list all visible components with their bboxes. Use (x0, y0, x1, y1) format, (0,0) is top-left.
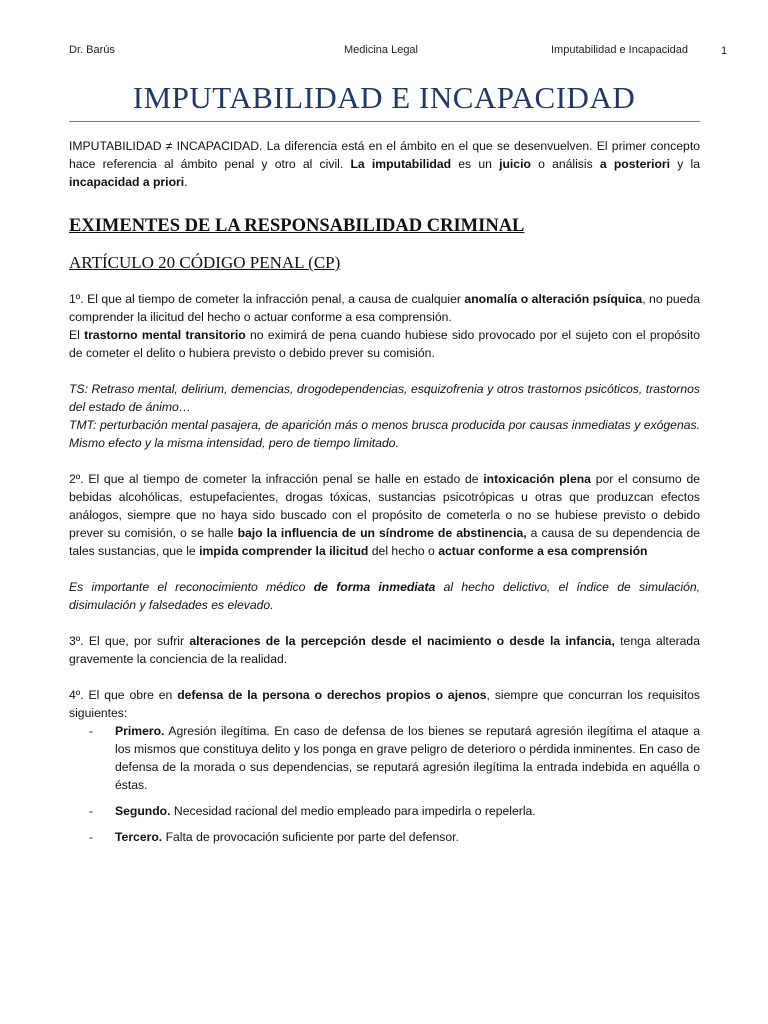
article-1-paragraph: 1º. El que al tiempo de cometer la infracción penal, a causa de cualquier anomalía o alteración psíquica, no pueda comprender la ilicitud del hecho o actuar conforme a esa comprensión. (69, 292, 700, 324)
section-heading: EXIMENTES DE LA RESPONSABILIDAD CRIMINAL (69, 216, 525, 236)
dash-bullet: - (89, 724, 94, 738)
article-heading: ARTÍCULO 20 CÓDIGO PENAL (CP) (69, 253, 341, 272)
document-body (69, 137, 700, 846)
page-number: 1 (721, 45, 728, 57)
list-item: - Primero. Agresión ilegítima. En caso de defensa de los bienes se reputará agresión ilegítima el ataque a los mismos que constituya delito y los ponga en grave peligro de deterioro o pérdida inminentes. En caso de defensa de la morada o sus dependencias, se reputará agresión ilegítima la entrada indebida en aquélla o éstas. (89, 724, 700, 792)
page-title: IMPUTABILIDAD E INCAPACIDAD (132, 80, 636, 115)
dash-bullet: - (89, 804, 94, 818)
article-4-paragraph: 4º. El que obre en defensa de la persona o derechos propios o ajenos, siempre que concurran los requisitos siguientes: (69, 688, 700, 720)
article-3-paragraph: 3º. El que, por sufrir alteraciones de la percepción desde el nacimiento o desde la infancia, tenga alterada gravemente la conciencia de la realidad. (69, 634, 700, 666)
list-item: - Tercero. Falta de provocación suficiente por parte del defensor. (89, 830, 459, 844)
intro-paragraph: IMPUTABILIDAD ≠ INCAPACIDAD. La diferencia está en el ámbito en el que se desenvuelven. El primer concepto hace referencia al ámbito penal y otro al civil. La imputabilidad es un juicio o análisis a posteriori y la incapacidad a priori. (69, 139, 701, 189)
note-medical: Es importante el reconocimiento médico de forma inmediata al hecho delictivo, el índice de simulación, disimulación y falsedades es elevado. (69, 580, 701, 612)
list-item: - Segundo. Necesidad racional del medio empleado para impedirla o repelerla. (89, 804, 536, 818)
note-tmt: TMT: perturbación mental pasajera, de aparición más o menos brusca producida por causas inmediatas y exógenas. Mismo efecto y la misma intensidad, pero de tiempo limitado. (69, 418, 700, 450)
dash-bullet: - (89, 830, 94, 844)
note-ts: TS: Retraso mental, delirium, demencias, drogodependencias, esquizofrenia y otros trastornos psicóticos, trastornos del estado de ánimo… (69, 382, 700, 414)
requisitos-list (69, 722, 700, 846)
header-author: Dr. Barús (69, 44, 115, 56)
header-topic: Imputabilidad e Incapacidad (551, 44, 688, 56)
article-2-paragraph: 2º. El que al tiempo de cometer la infracción penal se halle en estado de intoxicación plena por el consumo de bebidas alcohólicas, estupefacientes, drogas tóxicas, sustancias psicotrópicas u otras que produzcan efectos análogos, siempre que no haya sido buscado con el propósito de cometerla o no se hubiese previsto o debido prever su comisión, o se halle bajo la influencia de un síndrome de abstinencia, a causa de su dependencia de tales sustancias, que le impida comprender la ilicitud del hecho o actuar conforme a esa comprensión (69, 472, 701, 558)
title-underline (69, 121, 700, 122)
article-1-tmt-paragraph: El trastorno mental transitorio no eximirá de pena cuando hubiese sido provocado por el sujeto con el propósito de cometer el delito o hubiera previsto o debido prever su comisión. (69, 328, 701, 360)
header-subject: Medicina Legal (344, 44, 418, 56)
